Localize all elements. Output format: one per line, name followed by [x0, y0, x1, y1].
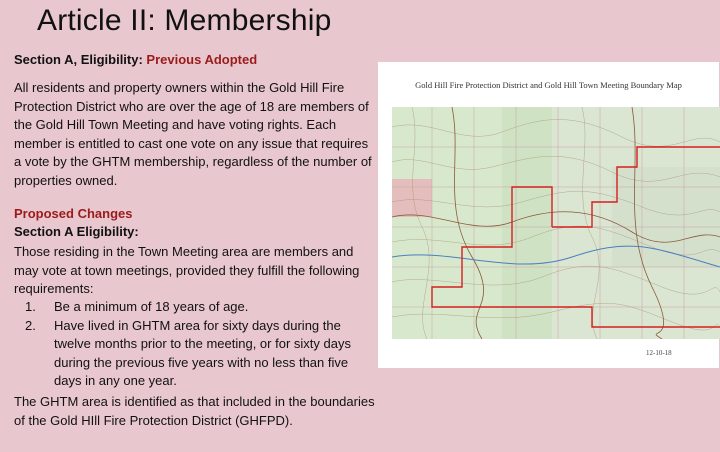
list-item: [14, 298, 359, 317]
requirements-list: [14, 298, 359, 391]
section-a-eligibility-heading: Section A Eligibility:: [14, 224, 139, 239]
map-title: Gold Hill Fire Protection District and Gold Hill Town Meeting Boundary Map: [415, 80, 682, 90]
list-item-number: 1.: [25, 299, 36, 314]
list-item-number: 2.: [25, 317, 36, 333]
proposed-text: Those residing in the Town Meeting area are members and may vote at town meetings, provided they fulfill the following requirements:: [14, 244, 360, 296]
section-a-heading: [14, 52, 257, 67]
list-item-text: Have lived in GHTM area for sixty days during the twelve months prior to the meeting, or for sixty days during the previous five years with no less than five days in any one year.: [54, 317, 351, 388]
topo-map-image: [392, 107, 720, 339]
section-a-status: Previous Adopted: [146, 52, 258, 67]
list-item-text: Be a minimum of 18 years of age.: [54, 299, 249, 314]
previous-adopted-text: All residents and property owners within the Gold Hill Fire Protection District who are over the age of 18 are members of the Gold Hill Town Meeting and have voting rights. Each member is entitled to cast one vote on any issue that requires a vote by the GHTM membership, regardless of the number of properties owned.: [14, 80, 372, 188]
proposed-changes-heading: Proposed Changes: [14, 206, 133, 221]
section-a-label: Section A, Eligibility:: [14, 52, 147, 67]
boundary-map: [378, 62, 719, 368]
map-date: 12-10-18: [646, 349, 672, 357]
list-item: [14, 317, 359, 391]
slide-title: Article II: Membership: [37, 4, 332, 37]
closing-text: The GHTM area is identified as that included in the boundaries of the Gold HIll Fire Protection District (GHFPD).: [14, 394, 375, 428]
